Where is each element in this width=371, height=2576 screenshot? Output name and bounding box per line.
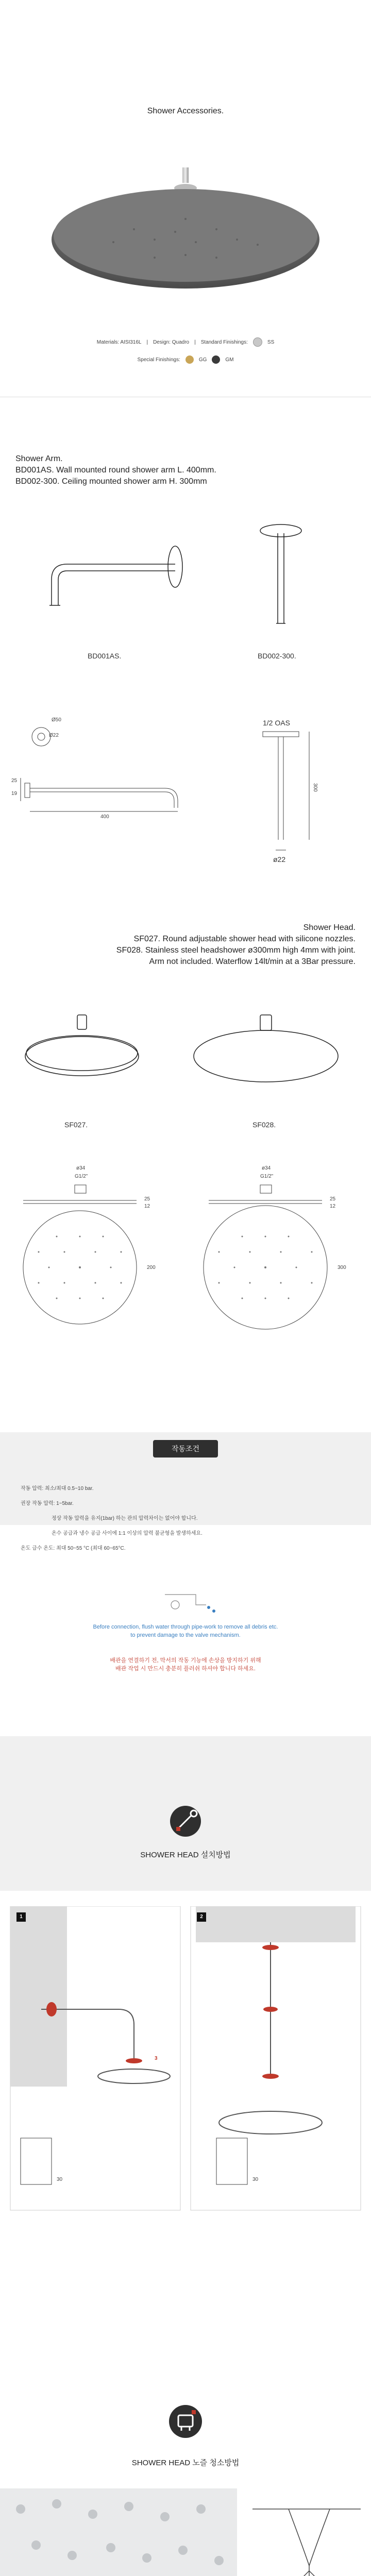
materials-line-2 [0, 355, 371, 364]
shower-head-desc-3: Arm not included. Waterflow 14lt/min at a 3Bar pressure. [149, 957, 356, 966]
ceiling-dim-diameter: ø22 [273, 855, 286, 863]
gm-swatch [212, 355, 220, 364]
ss-label: SS [267, 339, 275, 345]
sf028-dim-d: ø34 [262, 1165, 271, 1171]
material-text: Materials: AISI316L [96, 339, 142, 345]
sf027-dim-size: 200 [147, 1265, 156, 1270]
design-text: Design: Quadro [153, 339, 190, 345]
sf027-dim-h1: 25 [144, 1196, 150, 1202]
condition-row-5: 온도 급수 온도: 최대 50~55 °C (최대 60~65°C. [21, 1546, 126, 1551]
conditions-list [21, 1484, 350, 1551]
shower-arm-desc-1: BD001AS. Wall mounted round shower arm L. 400mm. [15, 466, 216, 474]
condition-row-3: 정상 작동 압력을 유지(1bar) 하는 관의 압력차이는 없어야 합니다. [52, 1516, 198, 1521]
step-badge-1: 1 [16, 1912, 26, 1922]
install-dim-b: 30 [252, 2177, 259, 2182]
shower-arm-illustrations [0, 515, 371, 649]
shower-head-heading: Shower Head. [303, 923, 356, 932]
cleaning-title-wrap [0, 2458, 371, 2469]
wall-dim-h1: 25 [11, 778, 18, 784]
sf027-nozzle-dots [38, 1236, 122, 1299]
sf028-dim-h2: 12 [330, 1204, 336, 1209]
ceiling-dim-thread: 1/2 OAS [263, 719, 290, 727]
condition-row-2: 권장 작동 압력: 1~5bar. [21, 1501, 74, 1506]
install-dim-a: 30 [57, 2177, 63, 2182]
gg-label: GG [198, 357, 207, 363]
sf028-drawing [194, 1015, 338, 1082]
shower-head-desc-1: SF027. Round adjustable shower head with silicone nozzles. [133, 935, 356, 943]
sf028-nozzle-dots [218, 1236, 313, 1299]
special-finishing-text: Special Finishings: [137, 357, 180, 363]
gg-swatch [185, 355, 194, 364]
sf027-label: SF027. [64, 1121, 88, 1129]
conditions-badge: 작동조건 [153, 1440, 218, 1458]
header [0, 106, 371, 117]
sf028-label: SF028. [252, 1121, 276, 1129]
shower-head-desc-2: SF028. Stainless steel headshower ø300mm high 4mm with joint. [116, 946, 356, 955]
ss-swatch [253, 337, 262, 347]
cleaning-images [0, 2488, 371, 2576]
install-title: SHOWER HEAD 설치방법 [140, 1851, 231, 1859]
sf027-dim-thread: G1/2" [75, 1174, 88, 1179]
ceiling-arm-label: BD002-300. [258, 652, 296, 660]
wall-arm-drawing [49, 546, 182, 605]
page-title: Shower Accessories. [147, 107, 224, 115]
condition-row-1: 작동 압력: 최소/최대 0.5~10 bar. [21, 1486, 94, 1492]
wall-dim-length: 400 [100, 814, 109, 820]
install-steps [0, 1906, 371, 2215]
standard-finishing-text: Standard Finishings: [200, 339, 248, 345]
sf028-dim-h1: 25 [330, 1196, 336, 1202]
wall-dim-d2: Ø22 [49, 733, 59, 738]
ceiling-arm-drawing [260, 524, 301, 623]
notice-en [0, 1623, 371, 1639]
install-title-wrap [0, 1850, 371, 1861]
notice-kr [0, 1656, 371, 1673]
materials-line-1: Materials: AISI316L | Design: Quadro | Standard Finishings: SS [0, 337, 371, 347]
install-icon [0, 1803, 371, 1839]
notice-en-1: Before connection, flush water through pipe-work to remove all debris etc. [93, 1624, 278, 1630]
gm-label: GM [225, 357, 234, 363]
cleaning-title: SHOWER HEAD 노즐 청소방법 [131, 2459, 240, 2467]
wall-arm-label: BD001AS. [88, 652, 122, 660]
sf027-dim-h2: 12 [144, 1204, 150, 1209]
notice-kr-1: 배관을 연결하기 전, 막서의 작동 기능에 손상을 방지하기 위해 [110, 1657, 261, 1664]
shower-head-text [15, 922, 356, 968]
shower-arm-text [15, 453, 356, 487]
step-badge-2: 2 [197, 1912, 206, 1922]
notice-en-2: to prevent damage to the valve mechanism. [130, 1632, 241, 1638]
wall-dim-h2: 19 [11, 791, 18, 796]
sf027-dim-d: ø34 [76, 1165, 86, 1171]
sf028-dim-thread: G1/2" [260, 1174, 274, 1179]
wall-dim-d1: Ø50 [52, 717, 61, 723]
ceiling-dim-height: 300 [312, 783, 318, 792]
shower-arm-heading: Shower Arm. [15, 454, 63, 463]
condition-row-4: 온수 공급과 냉수 공급 사이에 1:1 이상의 압력 불균형을 발생하세요. [52, 1531, 203, 1536]
sf027-drawing [25, 1015, 139, 1076]
hero-shower-head-image [0, 137, 371, 307]
notice-kr-2: 배관 작업 시 만드시 충분히 플러쉬 하셔야 합니다 하세요. [115, 1666, 256, 1672]
step-marker-3: 3 [155, 2056, 158, 2061]
shower-head-tech-drawings [0, 1170, 371, 1376]
shower-arm-desc-2: BD002-300. Ceiling mounted shower arm H. 300mm [15, 477, 207, 486]
flush-illustration [0, 1584, 371, 1620]
nozzle-diagram [237, 2488, 371, 2576]
cleaning-icon [0, 2401, 371, 2442]
nozzle-photo [0, 2488, 237, 2576]
sf028-dim-size: 300 [338, 1265, 346, 1270]
shower-head-illustrations [0, 994, 371, 1113]
